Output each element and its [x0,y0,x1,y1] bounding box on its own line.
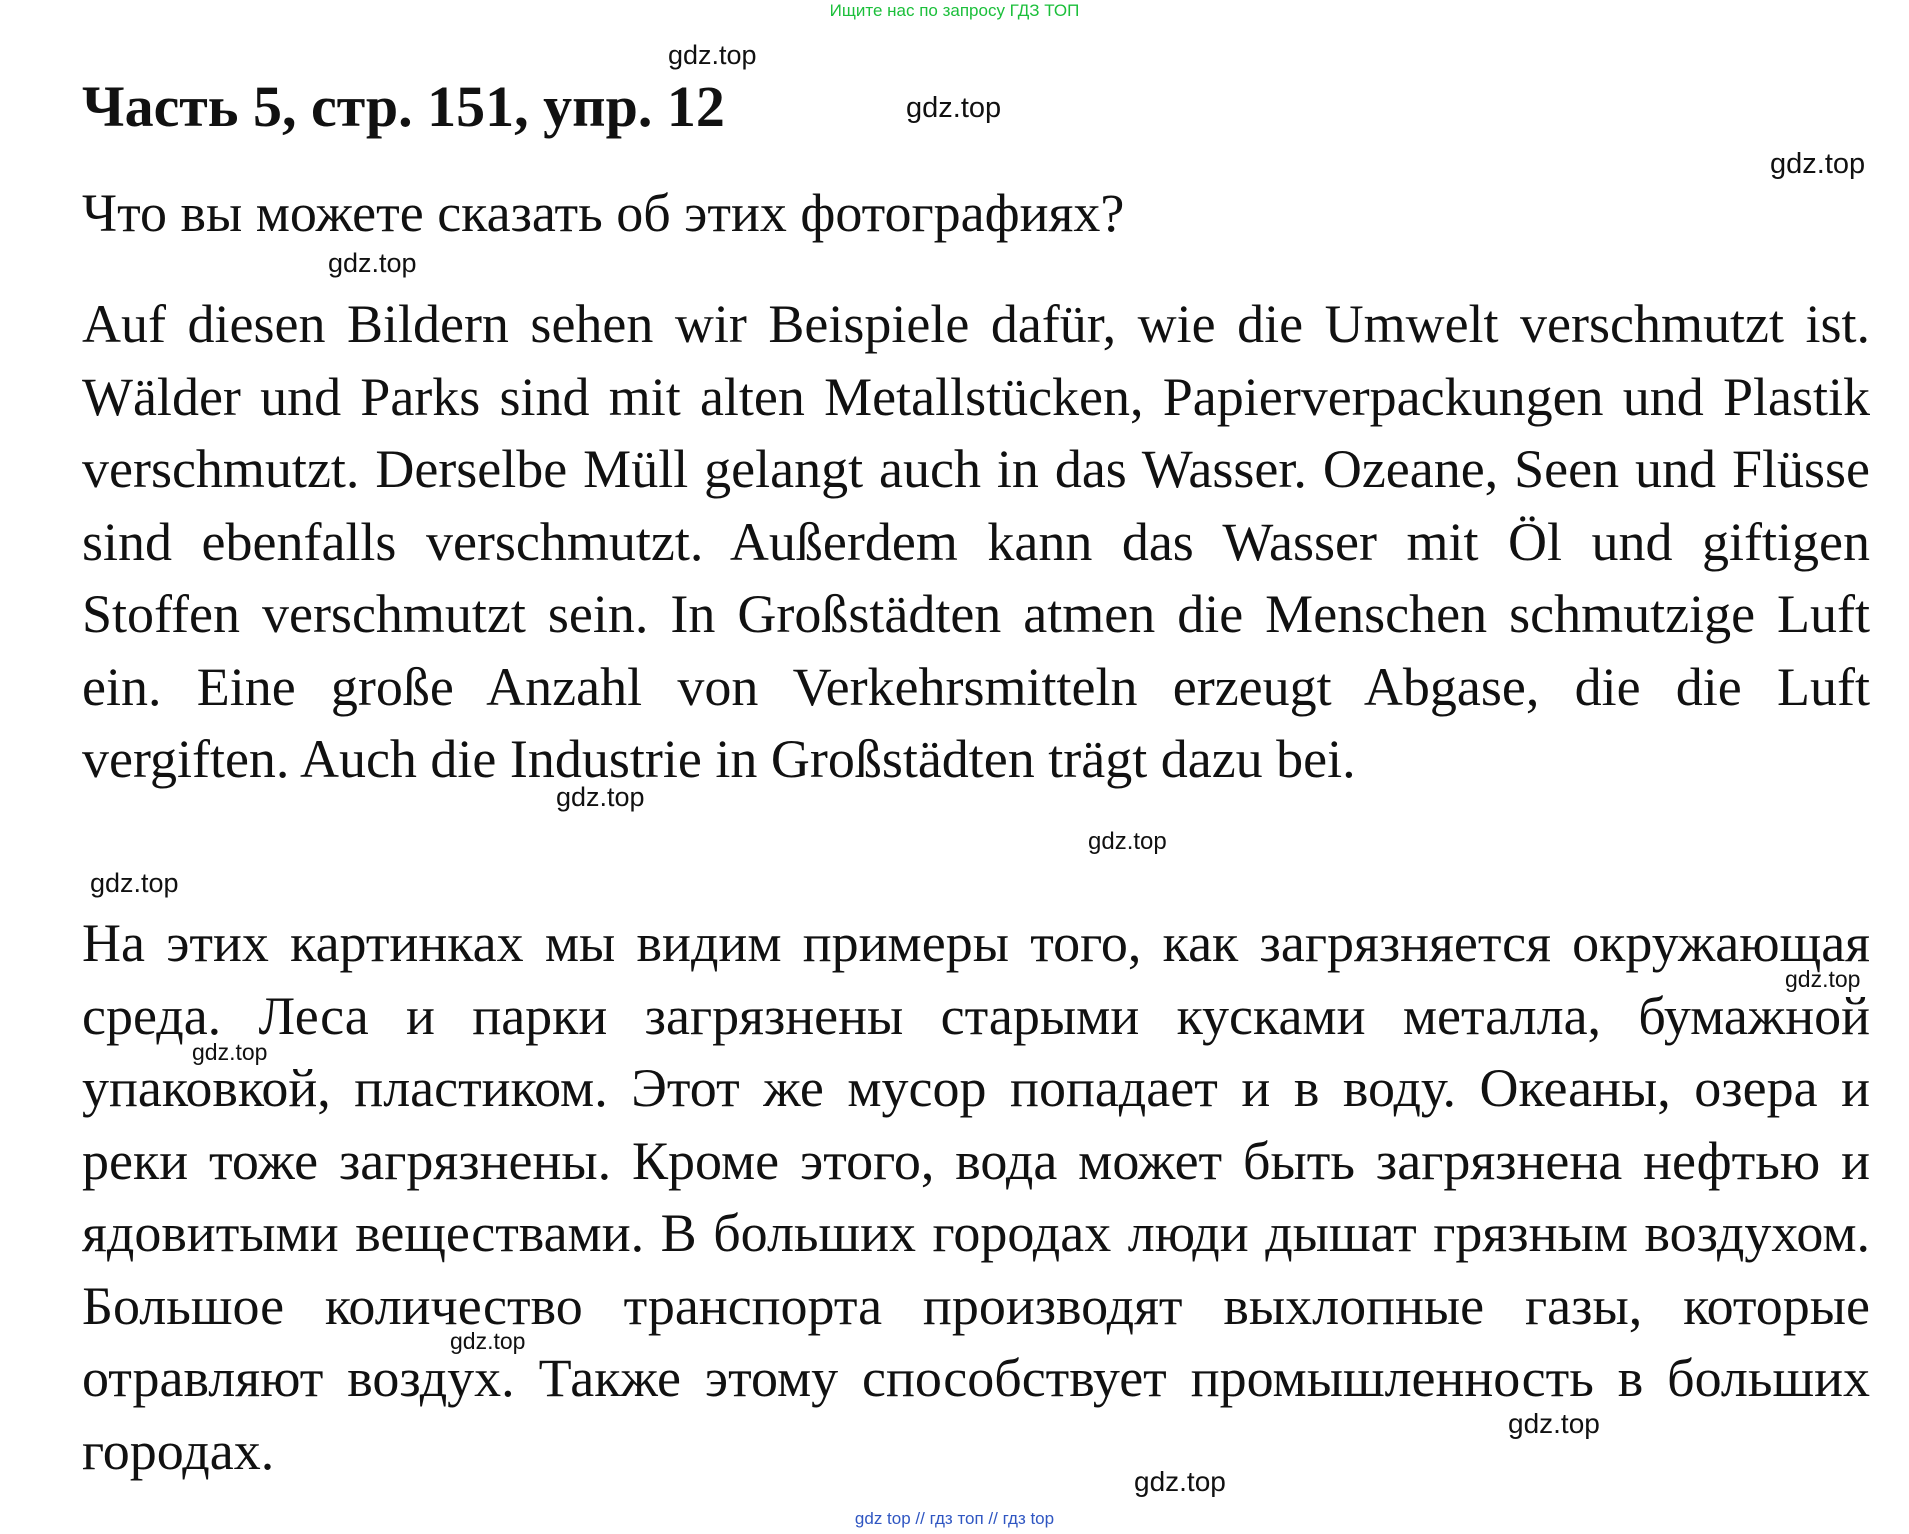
watermark: gdz.top [1508,1408,1600,1439]
watermark: gdz.top [1134,1466,1226,1497]
page-title: Часть 5, стр. 151, упр. 12 [82,74,725,139]
russian-translation-paragraph: На этих картинках мы видим примеры того, как загрязняется окружающая среда. Леса и парки загрязнены старыми кусками металла, бумажной упаковкой, пластиком. Этот же мусор попадает и в воду. Океаны, озера и реки тоже загрязнены. Кроме этого, вода может быть загрязнена нефтью и ядовитыми веществами. В больших городах люди дышат грязным воздухом. Большое количество транспорта производят выхлопные газы, которые отравляют воздух. Также этому способствует промышленность в больших городах. [82,913,1870,1481]
watermark: gdz.top [668,40,757,70]
watermark: gdz.top [90,868,179,898]
watermark: gdz.top [1785,966,1861,992]
german-answer-paragraph: Auf diesen Bildern sehen wir Beispiele dafür, wie die Umwelt verschmutzt ist. Wälder und Parks sind mit alten Metallstücken, Papierverpackungen und Plastik verschmutzt. Derselbe Müll gelangt auch in das Wasser. Ozeane, Seen und Flüsse sind ebenfalls verschmutzt. Außerdem kann das Wasser mit Öl und giftigen Stoffen verschmutzt sein. In Großstädten atmen die Menschen schmutzige Luft ein. Eine große Anzahl von Verkehrsmitteln erzeugt Abgase, die die Luft vergiften. Auch die Industrie in Großstädten trägt dazu bei. [82,294,1870,789]
watermark: gdz.top [906,92,1002,124]
watermark: gdz.top [192,1039,268,1065]
watermark: gdz.top [1770,148,1866,180]
exercise-question: Что вы можете сказать об этих фотографиях? [82,183,1125,243]
watermark: gdz.top [450,1328,526,1354]
footer-watermark: gdz top // гдз топ // гдз top [854,1509,1055,1528]
watermark: gdz.top [328,248,417,278]
top-banner: Ищите нас по запросу ГДЗ ТОП [829,1,1080,20]
watermark: gdz.top [1088,828,1167,855]
watermark: gdz.top [556,782,645,812]
